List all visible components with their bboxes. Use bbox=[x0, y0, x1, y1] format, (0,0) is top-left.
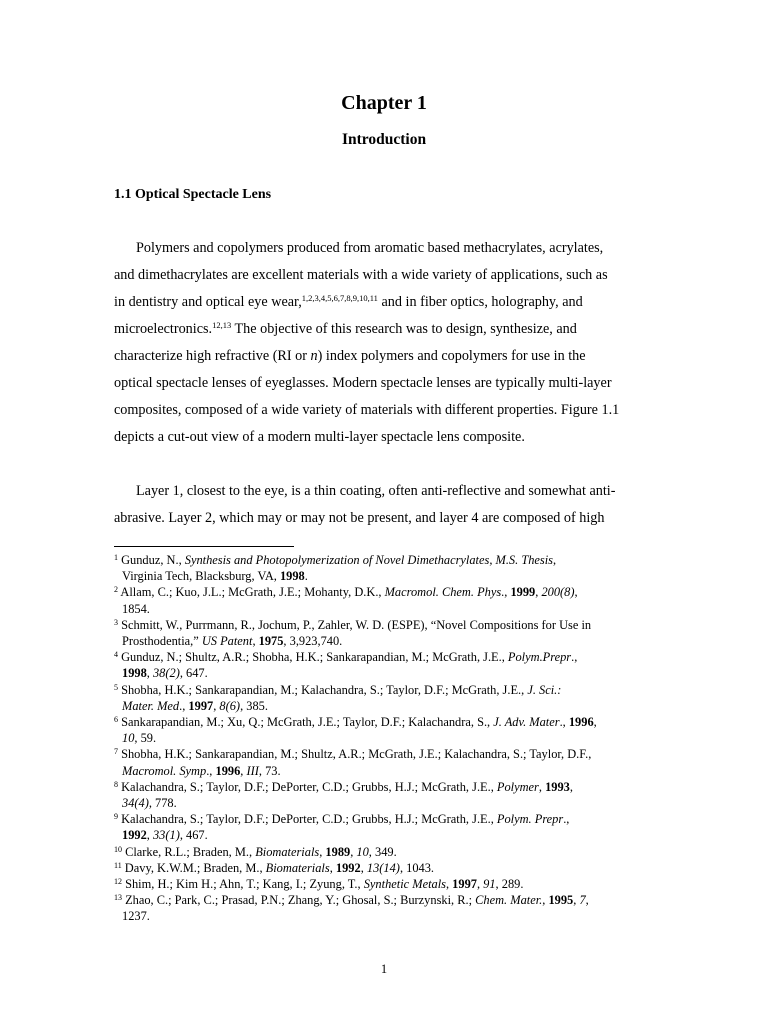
footnote-number: 5 bbox=[114, 682, 118, 692]
text-run: , 385. bbox=[240, 698, 268, 713]
footnote bbox=[114, 746, 659, 778]
text-run: , bbox=[553, 553, 557, 567]
italic-run: Macromol. Symp bbox=[122, 763, 207, 778]
footnote-number: 12 bbox=[114, 877, 122, 887]
text-run: ., bbox=[179, 698, 189, 713]
footnote-number: 3 bbox=[114, 617, 118, 627]
text-run: , bbox=[146, 666, 153, 681]
text-run: , 467. bbox=[179, 828, 208, 843]
text-run: , bbox=[476, 877, 484, 892]
text-run: , 1043. bbox=[399, 860, 435, 875]
bold-run: 1992 bbox=[335, 860, 361, 875]
chapter-title: Chapter 1 bbox=[341, 92, 427, 114]
footnote bbox=[114, 617, 659, 649]
text-run: ., bbox=[571, 650, 578, 665]
footnote-number: 7 bbox=[114, 747, 118, 757]
italic-run: Polymer bbox=[496, 779, 539, 794]
footnote bbox=[114, 552, 659, 584]
italic-run: Biomaterials bbox=[255, 844, 320, 859]
text-run: , bbox=[538, 779, 546, 794]
text-run: Gunduz, N., bbox=[118, 553, 185, 567]
footnote-number: 1 bbox=[114, 553, 118, 562]
text-run: , bbox=[213, 698, 220, 713]
paragraph-line: optical spectacle lenses of eyeglasses. Modern spectacle lenses are typically multi-layer bbox=[114, 375, 612, 391]
text-run: in dentistry and optical eye wear, bbox=[114, 294, 302, 310]
italic-run: Polym. Prepr bbox=[496, 812, 564, 827]
italic-run: Mater. Med bbox=[122, 698, 180, 713]
footnote-number: 13 bbox=[114, 893, 122, 903]
paragraph-line: depicts a cut-out view of a modern multi-layer spectacle lens composite. bbox=[114, 429, 525, 445]
text-run: , bbox=[240, 763, 247, 778]
italic-run: J. Sci.: bbox=[527, 682, 562, 697]
text-run: , bbox=[350, 844, 357, 859]
text-run: , bbox=[585, 893, 589, 908]
paragraph-line: Polymers and copolymers produced from aromatic based methacrylates, acrylates, bbox=[136, 240, 604, 256]
italic-symbol: n bbox=[310, 348, 318, 364]
footnote bbox=[114, 844, 659, 860]
italic-run: 13(14) bbox=[366, 860, 400, 875]
bold-run: 1998 bbox=[279, 569, 305, 584]
paragraph-line: composites, composed of a wide variety of materials with different properties. Figure 1.1 bbox=[114, 402, 620, 418]
text-run: , bbox=[252, 634, 259, 649]
text-run: , bbox=[329, 860, 336, 875]
text-run: , 3,923,740. bbox=[283, 634, 343, 649]
italic-run: 33(1) bbox=[152, 828, 180, 843]
italic-run: 10 bbox=[122, 731, 135, 746]
text-run: , bbox=[574, 585, 578, 600]
footnote bbox=[114, 860, 659, 876]
page-number: 1 bbox=[380, 962, 388, 976]
citation-superscript: 12,13 bbox=[212, 320, 232, 330]
bold-run: 1999 bbox=[510, 585, 536, 600]
text-run: ., bbox=[206, 763, 216, 778]
text-run: , 778. bbox=[148, 796, 177, 811]
text-run: Prosthodentia,” bbox=[122, 634, 202, 649]
bold-run: 1996 bbox=[215, 763, 241, 778]
footnote-number: 8 bbox=[114, 779, 118, 789]
paragraph-line: abrasive. Layer 2, which may or may not be present, and layer 4 are composed of high bbox=[114, 510, 605, 526]
text-run: ., bbox=[501, 585, 511, 600]
text-run: microelectronics. bbox=[114, 321, 213, 337]
footnote-number: 6 bbox=[114, 715, 118, 725]
text-run: ., bbox=[559, 715, 569, 730]
text-run: , 289. bbox=[495, 877, 524, 892]
text-run: The objective of this research was to design, synthesize, and bbox=[231, 321, 577, 337]
text-run: Kalachandra, S.; Taylor, D.F.; DePorter, C.D.; Grubbs, H.J.; McGrath, J.E., bbox=[118, 779, 497, 794]
text-run: , bbox=[569, 779, 573, 794]
footnote-number: 9 bbox=[114, 812, 118, 822]
bold-run: 1989 bbox=[325, 844, 351, 859]
italic-run: 34(4) bbox=[122, 796, 149, 811]
bold-run: 1997 bbox=[188, 698, 214, 713]
text-run: characterize high refractive (RI or bbox=[114, 348, 311, 364]
italic-run: US Patent bbox=[201, 634, 253, 649]
italic-run: Synthetic Metals bbox=[363, 877, 446, 892]
text-run: Schmitt, W., Purrmann, R., Jochum, P., Zahler, W. D. (ESPE), “Novel Compositions for Use in bbox=[118, 617, 592, 632]
text-run: , 59. bbox=[134, 731, 157, 746]
italic-run: 91 bbox=[483, 877, 496, 892]
footnote-number: 4 bbox=[114, 650, 118, 660]
italic-run: Biomaterials bbox=[265, 860, 330, 875]
footnote bbox=[114, 892, 659, 924]
italic-run: Macromol. Chem. Phys bbox=[384, 585, 502, 600]
text-run: Allam, C.; Kuo, J.L.; McGrath, J.E.; Mohanty, D.K., bbox=[118, 585, 385, 600]
italic-run: 7 bbox=[579, 893, 586, 908]
bold-run: 1998 bbox=[122, 666, 147, 681]
bold-run: 1996 bbox=[568, 715, 594, 730]
paragraph-line: Layer 1, closest to the eye, is a thin coating, often anti-reflective and somewhat anti- bbox=[136, 483, 616, 499]
italic-run: III bbox=[246, 763, 259, 778]
italic-run: 8(6) bbox=[219, 698, 241, 713]
text-run: , bbox=[445, 877, 453, 892]
text-run: ) index polymers and copolymers for use in the bbox=[317, 348, 586, 364]
bold-run: 1995 bbox=[548, 893, 574, 908]
text-run: Clarke, R.L.; Braden, M., bbox=[122, 844, 256, 859]
text-run: Sankarapandian, M.; Xu, Q.; McGrath, J.E.; Taylor, D.F.; Kalachandra, S., bbox=[118, 715, 494, 730]
paragraph-line bbox=[114, 343, 654, 370]
italic-run: 200(8) bbox=[541, 585, 575, 600]
citation-superscript: 1,2,3,4,5,6,7,8,9,10,11 bbox=[301, 293, 378, 303]
footnote-number: 11 bbox=[114, 860, 122, 870]
italic-run: J. Adv. Mater bbox=[493, 715, 560, 730]
text-run: , bbox=[573, 893, 580, 908]
footnote-separator bbox=[114, 546, 294, 547]
footnote bbox=[114, 584, 659, 616]
footnote bbox=[114, 649, 659, 681]
footnote bbox=[114, 811, 659, 843]
text-run: ., bbox=[563, 812, 570, 827]
text-run: Zhao, C.; Park, C.; Prasad, P.N.; Zhang, Y.; Ghosal, S.; Burzynski, R.; bbox=[122, 893, 476, 908]
bold-run: 1992 bbox=[122, 828, 147, 843]
text-run: 1237. bbox=[122, 909, 150, 924]
bold-run: 1975 bbox=[258, 634, 284, 649]
paragraph-line bbox=[114, 289, 654, 316]
text-run: Kalachandra, S.; Taylor, D.F.; DePorter, C.D.; Grubbs, H.J.; McGrath, J.E., bbox=[118, 812, 497, 827]
footnote-number: 10 bbox=[114, 844, 122, 854]
footnote bbox=[114, 682, 659, 714]
text-run: , bbox=[593, 715, 597, 730]
text-run: Shobha, H.K.; Sankarapandian, M.; Shultz, A.R.; McGrath, J.E.; Kalachandra, S.; Taylor, D.F., bbox=[118, 747, 592, 762]
text-run: , 73. bbox=[258, 763, 281, 778]
italic-run: 10 bbox=[356, 844, 369, 859]
bold-run: 1997 bbox=[452, 877, 477, 892]
text-run: Shobha, H.K.; Sankarapandian, M.; Kalachandra, S.; Taylor, D.F.; McGrath, J.E., bbox=[118, 682, 528, 697]
text-run: , bbox=[535, 585, 542, 600]
text-run: , bbox=[542, 893, 549, 908]
footnote-number: 2 bbox=[114, 585, 118, 595]
italic-run: Polym.Prepr bbox=[507, 650, 572, 665]
italic-run: Synthesis and Photopolymerization of Novel Dimethacrylates, M.S. Thesis bbox=[184, 553, 553, 567]
italic-run: 38(2) bbox=[152, 666, 180, 681]
chapter-subtitle: Introduction bbox=[341, 131, 427, 148]
footnote bbox=[114, 876, 659, 892]
text-run: 1854. bbox=[122, 601, 150, 616]
paragraph-intro bbox=[114, 235, 654, 451]
paragraph-layers bbox=[114, 478, 654, 532]
text-run: Gunduz, N.; Shultz, A.R.; Shobha, H.K.; Sankarapandian, M.; McGrath, J.E., bbox=[118, 650, 508, 665]
bold-run: 1993 bbox=[545, 779, 570, 794]
footnote bbox=[114, 779, 659, 811]
text-run: , 349. bbox=[368, 844, 397, 859]
paragraph-line bbox=[114, 316, 654, 343]
italic-run: Chem. Mater. bbox=[475, 893, 543, 908]
text-run: , bbox=[146, 828, 153, 843]
text-run: , bbox=[360, 860, 367, 875]
section-heading: 1.1 Optical Spectacle Lens bbox=[114, 187, 272, 202]
text-run: , 647. bbox=[179, 666, 208, 681]
paragraph-line: and dimethacrylates are excellent materials with a wide variety of applications, such as bbox=[114, 267, 608, 283]
text-run: , bbox=[319, 844, 326, 859]
footnotes bbox=[114, 552, 659, 925]
text-run: Davy, K.W.M.; Braden, M., bbox=[121, 860, 266, 875]
text-run: Virginia Tech, Blacksburg, VA, bbox=[122, 569, 280, 584]
text-run: and in fiber optics, holography, and bbox=[377, 294, 583, 310]
footnote bbox=[114, 714, 659, 746]
text-run: Shim, H.; Kim H.; Ahn, T.; Kang, I.; Zyung, T., bbox=[122, 877, 364, 892]
text-run: . bbox=[304, 569, 308, 584]
